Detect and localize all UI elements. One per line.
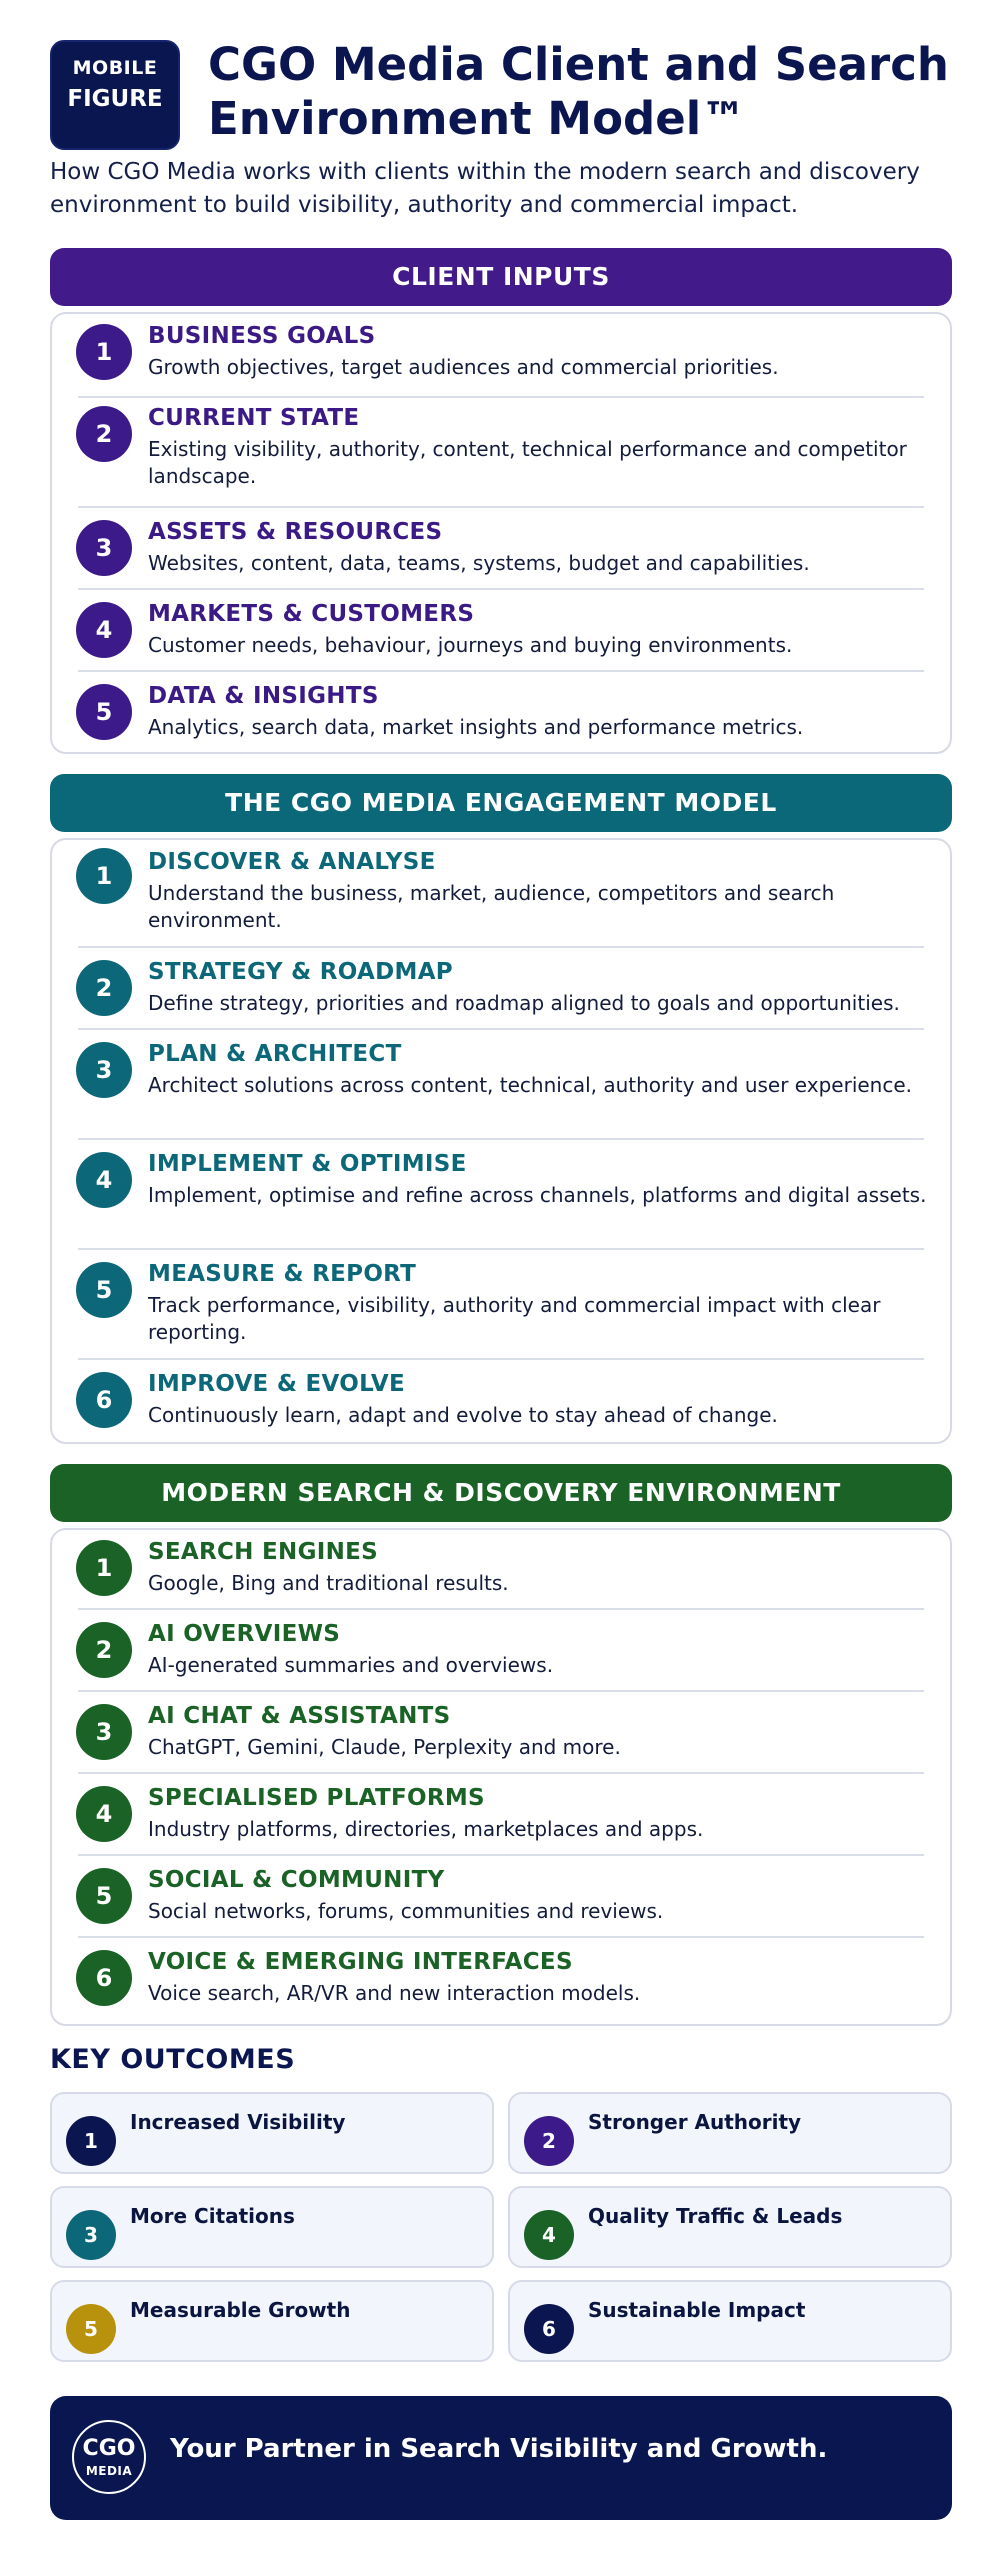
list-item [52,314,950,396]
outcome-card [508,2092,952,2174]
item-number: 4 [76,602,132,658]
item-number: 1 [76,1540,132,1596]
outcome-label: Increased Visibility [130,2110,346,2134]
item-description: Implement, optimise and refine across channels, platforms and digital assets. [148,1183,927,1207]
item-description: Voice search, AR/VR and new interaction models. [148,1981,641,2005]
item-description: Define strategy, priorities and roadmap aligned to goals and opportunities. [148,991,900,1015]
item-title: VOICE & EMERGING INTERFACES [148,1949,573,1975]
outcome-label: Stronger Authority [588,2110,802,2134]
logo-line-2: MEDIA [85,2464,133,2478]
item-number: 3 [76,1704,132,1760]
list-item [52,396,950,506]
outcome-number: 6 [524,2304,574,2354]
outcome-number: 2 [524,2116,574,2166]
item-title: SEARCH ENGINES [148,1539,379,1565]
item-title: SPECIALISED PLATFORMS [148,1785,485,1811]
section-header-search-environment: MODERN SEARCH & DISCOVERY ENVIRONMENT [50,1464,952,1522]
item-title: CURRENT STATE [148,405,360,431]
item-number: 5 [76,1868,132,1924]
item-title: STRATEGY & ROADMAP [148,959,453,985]
item-title: IMPROVE & EVOLVE [148,1371,405,1397]
badge-line-1: MOBILE [72,57,158,79]
item-number: 5 [76,684,132,740]
footer-banner [50,2396,952,2520]
cgo-media-logo [72,2420,146,2494]
item-description: Customer needs, behaviour, journeys and buying environments. [148,633,793,657]
item-title: DISCOVER & ANALYSE [148,849,436,875]
key-outcomes-title: KEY OUTCOMES [50,2044,296,2075]
item-title: BUSINESS GOALS [148,323,376,349]
client-inputs-card [50,312,952,754]
item-title: MEASURE & REPORT [148,1261,417,1287]
item-title: SOCIAL & COMMUNITY [148,1867,445,1893]
item-description: Websites, content, data, teams, systems, budget and capabilities. [148,551,810,575]
item-description: AI-generated summaries and overviews. [148,1653,554,1677]
outcome-card [508,2186,952,2268]
list-item [52,1936,950,2024]
item-description: Continuously learn, adapt and evolve to stay ahead of change. [148,1403,778,1427]
outcome-number: 3 [66,2210,116,2260]
list-item [52,1028,950,1138]
outcome-card [50,2092,494,2174]
outcome-number: 5 [66,2304,116,2354]
outcome-number: 4 [524,2210,574,2260]
list-item [52,1772,950,1854]
list-item [52,1530,950,1608]
badge-line-2: FIGURE [67,86,163,112]
outcome-label: Sustainable Impact [588,2298,806,2322]
item-title: AI OVERVIEWS [148,1621,341,1647]
item-description: Existing visibility, authority, content, technical performance and competitor landscape. [148,437,907,488]
list-item [52,1358,950,1442]
outcome-label: More Citations [130,2204,295,2228]
item-number: 4 [76,1152,132,1208]
item-number: 6 [76,1950,132,2006]
list-item [52,588,950,670]
item-title: MARKETS & CUSTOMERS [148,601,475,627]
item-title: PLAN & ARCHITECT [148,1041,402,1067]
list-item [52,1608,950,1690]
item-number: 1 [76,324,132,380]
item-number: 4 [76,1786,132,1842]
outcome-label: Measurable Growth [130,2298,351,2322]
item-description: Social networks, forums, communities and reviews. [148,1899,664,1923]
item-number: 1 [76,848,132,904]
item-number: 3 [76,1042,132,1098]
item-description: Industry platforms, directories, marketplaces and apps. [148,1817,704,1841]
list-item [52,1690,950,1772]
footer-tagline: Your Partner in Search Visibility and Growth. [170,2434,828,2464]
item-number: 2 [76,1622,132,1678]
intro-text: How CGO Media works with clients within the modern search and discovery environment to build visibility, authority and commercial impact. [50,159,920,218]
list-item [52,946,950,1028]
item-title: IMPLEMENT & OPTIMISE [148,1151,467,1177]
item-description: ChatGPT, Gemini, Claude, Perplexity and more. [148,1735,621,1759]
item-number: 3 [76,520,132,576]
logo-line-1: CGO [82,2436,136,2461]
outcome-card [508,2280,952,2362]
list-item [52,1248,950,1358]
list-item [52,1854,950,1936]
outcome-label: Quality Traffic & Leads [588,2204,843,2228]
list-item [52,670,950,752]
section-header-engagement-model: THE CGO MEDIA ENGAGEMENT MODEL [50,774,952,832]
list-item [52,1138,950,1248]
mobile-figure-badge [50,40,180,150]
item-number: 2 [76,960,132,1016]
engagement-model-card [50,838,952,1444]
section-header-client-inputs: CLIENT INPUTS [50,248,952,306]
outcome-number: 1 [66,2116,116,2166]
item-description: Analytics, search data, market insights and performance metrics. [148,715,804,739]
search-environment-card [50,1528,952,2026]
item-description: Understand the business, market, audience, competitors and search environment. [148,881,835,932]
item-number: 5 [76,1262,132,1318]
item-number: 6 [76,1372,132,1428]
page-title: CGO Media Client and Search Environment Model™ [208,38,949,145]
item-description: Architect solutions across content, technical, authority and user experience. [148,1073,913,1097]
outcome-card [50,2280,494,2362]
item-title: ASSETS & RESOURCES [148,519,443,545]
list-item [52,840,950,946]
item-description: Google, Bing and traditional results. [148,1571,509,1595]
outcome-card [50,2186,494,2268]
item-description: Growth objectives, target audiences and commercial priorities. [148,355,779,379]
item-number: 2 [76,406,132,462]
item-title: AI CHAT & ASSISTANTS [148,1703,451,1729]
list-item [52,506,950,588]
item-description: Track performance, visibility, authority and commercial impact with clear reporting. [148,1293,881,1344]
item-title: DATA & INSIGHTS [148,683,379,709]
